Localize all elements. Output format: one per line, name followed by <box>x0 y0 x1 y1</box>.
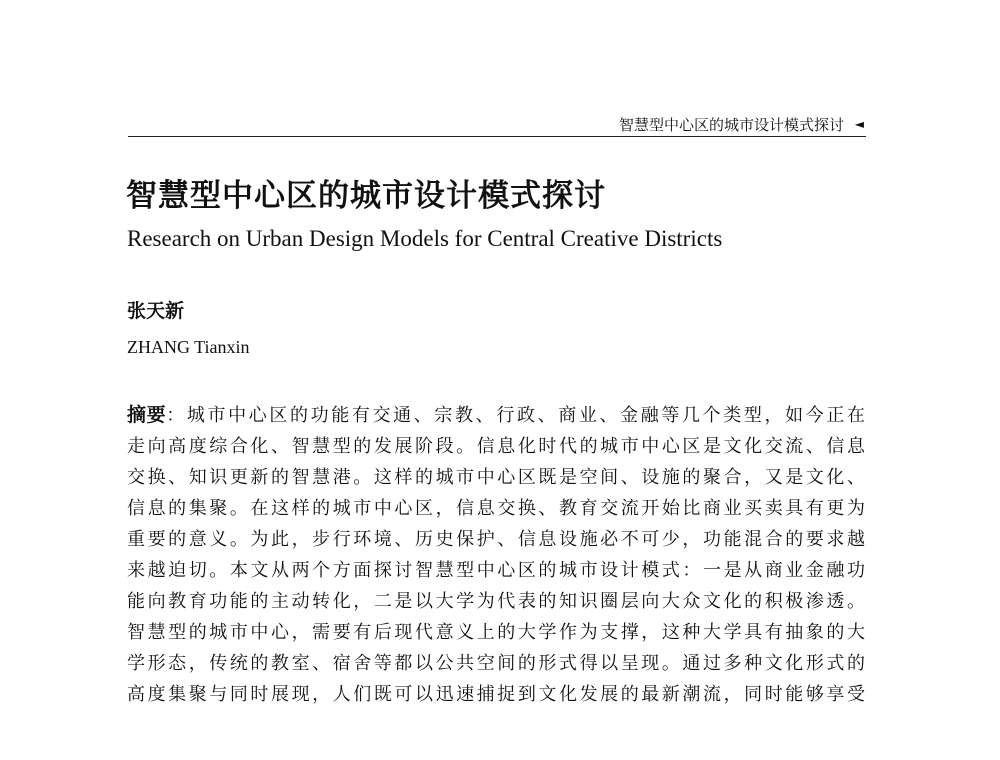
paper-title-english: Research on Urban Design Models for Central Creative Districts <box>127 226 723 251</box>
abstract-line: 交换、知识更新的智慧港。这样的城市中心区既是空间、设施的聚合，又是文化、 <box>127 467 867 488</box>
author-name-chinese: 张天新 <box>127 300 185 322</box>
abstract-line: 走向高度综合化、智慧型的发展阶段。信息化时代的城市中心区是文化交流、信息 <box>127 436 867 457</box>
header-rule <box>128 136 866 137</box>
abstract-line-text: ：城市中心区的功能有交通、宗教、行政、商业、金融等几个类型，如今正在 <box>166 405 867 426</box>
author-name-english: ZHANG Tianxin <box>127 337 250 357</box>
abstract-line: 能向教育功能的主动转化，二是以大学为代表的知识圈层向大众文化的积极渗透。 <box>127 591 867 612</box>
paper-title-chinese: 智慧型中心区的城市设计模式探讨 <box>126 178 606 214</box>
abstract-line: 学形态，传统的教室、宿舍等都以公共空间的形式得以呈现。通过多种文化形式的 <box>127 653 867 674</box>
abstract <box>127 400 867 710</box>
abstract-line: 智慧型的城市中心，需要有后现代意义上的大学作为支撑，这种大学具有抽象的大 <box>127 622 867 643</box>
abstract-line: 来越迫切。本文从两个方面探讨智慧型中心区的城市设计模式：一是从商业金融功 <box>127 560 867 581</box>
triangle-left-icon: ◄ <box>854 117 864 131</box>
abstract-line <box>127 400 867 431</box>
running-header-title: 智慧型中心区的城市设计模式探讨 <box>618 116 844 134</box>
running-header <box>128 112 866 138</box>
abstract-line: 信息的集聚。在这样的城市中心区，信息交换、教育交流开始比商业买卖具有更为 <box>127 498 867 519</box>
abstract-line: 重要的意义。为此，步行环境、历史保护、信息设施必不可少，功能混合的要求越 <box>127 529 867 550</box>
abstract-line: 高度集聚与同时展现，人们既可以迅速捕捉到文化发展的最新潮流，同时能够享受 <box>127 684 867 705</box>
abstract-label: 摘要 <box>127 404 167 426</box>
